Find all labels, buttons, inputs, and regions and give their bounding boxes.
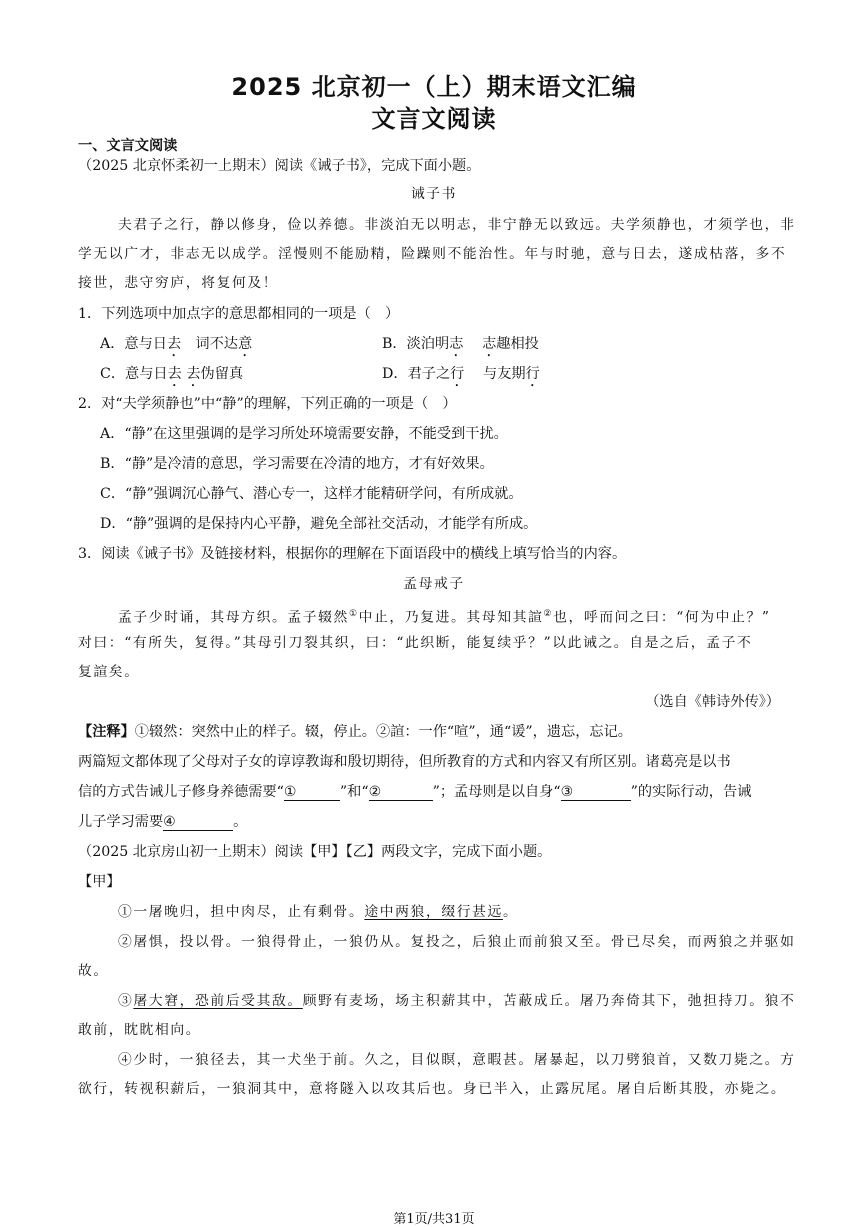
jia-para-4-line-2: 欲行，转视积薪后，一狼洞其中，意将隧入以攻其后也。身已半入，止露尻尾。屠自后断其股，亦毙之。: [78, 1081, 787, 1097]
question-3: 3．阅读《诫子书》及链接材料，根据你的理解在下面语段中的横线上填写恰当的内容。: [78, 546, 627, 562]
section-heading: 一、文言文阅读: [78, 138, 178, 154]
jia-para-3-line-2: 敢前，眈眈相向。: [78, 1022, 202, 1038]
answer-blank-3[interactable]: ③: [561, 784, 631, 801]
text1-line-1: 夫君子之行，静以修身，俭以养德。非淡泊无以明志，非宁静无以致远。夫学须静也，才须学也，非: [118, 217, 796, 233]
text1-title: 诫子书: [410, 186, 458, 202]
question-2: 2．对“夫学须静也”中“静”的理解，下列正确的一项是（ ）: [78, 396, 457, 412]
answer-blank-4[interactable]: ④: [163, 814, 233, 831]
jia-para-2-line-2: 故。: [78, 963, 109, 979]
jia-para-4-line-1: ④少时，一狼径去，其一犬坐于前。久之，目似瞑，意暇甚。屠暴起，以刀劈狼首，又数刀毙之。方: [118, 1052, 796, 1068]
answer-blank-2[interactable]: ②: [369, 784, 433, 801]
q1-option-a: A．意与日去 词不达意: [100, 336, 253, 352]
text2-line-1: 孟子少时诵，其母方织。孟子辍然①中止，乃复进。其母知其諠②也，呼而问之曰：“何为中止？”: [118, 609, 771, 626]
text1-line-2: 学无以广才，非志无以成学。淫慢则不能励精，险躁则不能治性。年与时驰，意与日去，遂成枯落，多不: [78, 246, 787, 262]
question-1: 1．下列选项中加点字的意思都相同的一项是（ ）: [78, 306, 400, 322]
source-citation: （选自《韩诗外传》）: [645, 694, 780, 710]
intro-2: （2025 北京房山初一上期末）阅读【甲】【乙】两段文字，完成下面小题。: [78, 844, 552, 860]
jia-para-3-line-1: ③屠大窘，恐前后受其敌。顾野有麦场，场主积薪其中，苫蔽成丘。屠乃奔倚其下，弛担持刀。狼不: [118, 993, 796, 1009]
jia-para-2-line-1: ②屠惧，投以骨。一狼得骨止，一狼仍从。复投之，后狼止而前狼又至。骨已尽矣，而两狼之并驱如: [118, 934, 796, 950]
q2-option-b: B．“静”是冷清的意思，学习需要在冷清的地方，才有好效果。: [100, 456, 494, 472]
text2-line-2: 对曰：“有所失，复得。”其母引刀裂其织，曰：“此织断，能复续乎？”以此诫之。自是之后，孟子不: [78, 635, 753, 651]
q2-option-d: D．“静”强调的是保持内心平静，避免全部社交活动，才能学有所成。: [100, 516, 538, 532]
intro-1: （2025 北京怀柔初一上期末）阅读《诫子书》，完成下面小题。: [78, 158, 481, 174]
text2-line-3: 复諠矣。: [78, 664, 140, 680]
fill-paragraph-line-1: 两篇短文都体现了父母对子女的谆谆教诲和殷切期待，但所教育的方式和内容又有所区别。诸葛亮是以书: [78, 754, 731, 770]
fill-paragraph-line-3: 儿子学习需要④ 。: [78, 814, 248, 830]
q1-option-d: D．君子之行 与友期行: [382, 366, 540, 382]
doc-title: 2025 北京初一（上）期末语文汇编: [231, 73, 637, 101]
passage-jia-label: 【甲】: [78, 874, 121, 890]
answer-blank-1[interactable]: ①: [284, 784, 340, 801]
q1-option-c: C．意与日去 去伪留真: [100, 366, 244, 382]
annotation: 【注释】①辍然：突然中止的样子。辍，停止。②諠：一作“喧”，通“谖”，遗忘，忘记。: [78, 724, 632, 740]
doc-subtitle: 文言文阅读: [371, 105, 497, 133]
q2-option-a: A．“静”在这里强调的是学习所处环境需要安静，不能受到干扰。: [100, 426, 508, 442]
text1-line-3: 接世，悲守穷庐，将复何及！: [78, 275, 279, 291]
text2-title: 孟母戒子: [403, 576, 465, 592]
q2-option-c: C．“静”强调沉心静气、潜心专一，这样才能精研学问，有所成就。: [100, 486, 523, 502]
fill-paragraph-line-2: 信的方式告诫儿子修身养德需要“① ”和“② ”；孟母则是以自身“③ ”的实际行动，告诫: [78, 784, 752, 800]
jia-para-1: ①一屠晚归，担中肉尽，止有剩骨。途中两狼，缀行甚远。: [118, 904, 519, 920]
page-footer: 第1页/共31页: [393, 1212, 475, 1227]
q1-option-b: B．淡泊明志 志趣相投: [382, 336, 539, 352]
